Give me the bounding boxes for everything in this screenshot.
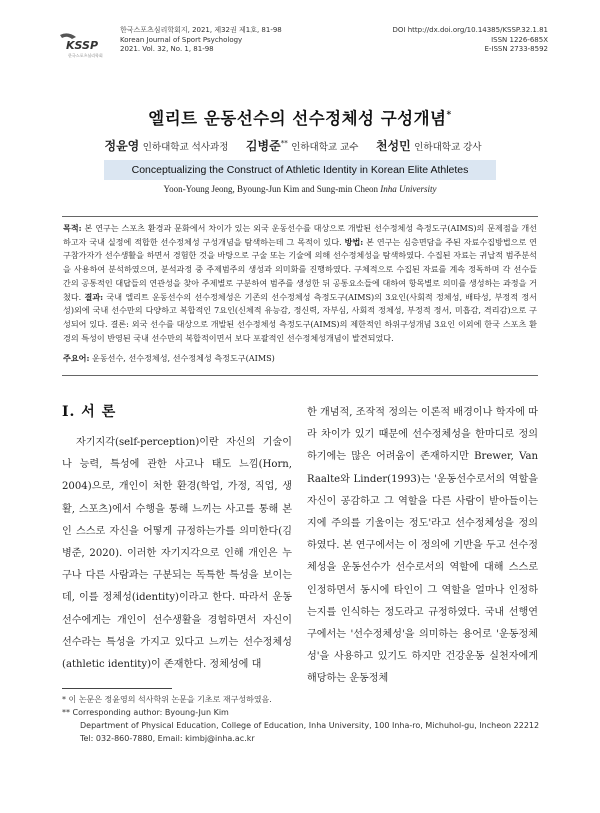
author-2-mark: ** xyxy=(280,139,288,148)
abstract-purpose: 본 연구는 스포츠 환경과 문화에서 차이가 있는 외국 운동선수를 대상으로 개발된 선수정체성 측정도구(AIMS)의 문제점을 개선하고자 국내 실정에 적합한 선수정체성 구성개념을 탐색하는데 그 목적이 있다. xyxy=(63,223,537,247)
doi[interactable]: DOI http://dx.doi.org/10.14385/KSSP.32.1.81 xyxy=(392,26,548,34)
author-2-name: 김병준 xyxy=(245,139,281,153)
abstract-purpose-label: 목적: xyxy=(63,223,82,233)
body-column-right xyxy=(307,402,538,691)
author-3-affiliation: 인하대학교 강사 xyxy=(414,142,482,153)
journal-name-en: Korean Journal of Sport Psychology xyxy=(120,35,243,44)
paper-title-en: Conceptualizing the Construct of Athletic Identity in Korean Elite Athletes xyxy=(104,160,496,180)
journal-identifiers xyxy=(393,26,549,55)
eissn: E-ISSN 2733-8592 xyxy=(484,45,548,53)
authors-en xyxy=(0,184,600,194)
author-1-name: 정윤영 xyxy=(104,139,140,153)
footnote-2: ** Corresponding author: Byoung-Jun Kim xyxy=(62,708,229,717)
abstract-method-label: 방법: xyxy=(344,236,364,247)
logo-text: KSSP xyxy=(66,39,99,52)
abstract-conclusion: 외국 선수를 대상으로 개발된 선수정체성 측정도구(AIMS)의 제한적인 하위구성개념 3요인 이외에 한국 스포츠 환경의 특성이 반영된 국내 선수만의 복합적이면서 보다 포괄적인 선수정체성개념이 발견되었다. xyxy=(63,318,538,343)
footnote-address: Department of Physical Education, College of Education, Inha University, 100 Inha-ro, Michuhol-gu, Incheon 22212 xyxy=(80,721,540,730)
journal-name-ko: 한국스포츠심리학회지, 2021, 제32권 제1호, 81-98 xyxy=(120,26,282,34)
author-3-name: 천성민 xyxy=(375,139,411,153)
body-paragraph-continued: 한 개념적, 조작적 정의는 이론적 배경이나 학자에 따라 차이가 있기 때문에 선수정체성을 한마디로 정의하기에는 많은 어려움이 존재하지만 Brewer, Van Raalte와 Linder(1993)는 '운동선수로서의 역할을 자신이 공감하고 그 역할을 다른 사람이 받아들이는지에 주의를 기울이는 정도'라고 선수정체성을 정의하였다. 본 연구에서는 이 정의에 기반을 두고 선수정체성을 운동선수가 선수로서의 역할에 대해 스스로 인정하면서 동시에 타인이 그 역할을 얼마나 인정하는지를 인식하는 정도라고 규정하였다. 국내 선행연구에서는 '선수정체성'을 의미하는 용어로 '운동정체성'을 사용하고 있기도 하지만 건강운동 실천자에게 해당하는 운동정체 xyxy=(307,407,538,685)
logo-subtext: 한국스포츠심리학회 xyxy=(68,53,103,58)
body-paragraph: 자기지각(self-perception)이란 자신의 기술이나 능력, 특성에 관한 사고나 태도 느낌(Horn, 2004)으로, 개인이 처한 환경(학업, 가정, 직업, 생활, 스포츠)에서 수행을 통해 느끼는 사고를 통해 본인 스스로 자신을 어떻게 규정하는가를 의미한다(김병준, 2020). 이러한 자기지각으로 인해 개인은 누구나 다른 사람과는 구분되는 독특한 특성을 보이는데, 이를 정체성(identity)이라고 한다. 따라서 운동선수에게는 개인이 선수생활을 경험하면서 자신이 선수라는 특성을 가지고 있다고 느끼는 선수정체성(athletic identity)이 존재한다. 정체성에 대 xyxy=(62,437,292,671)
author-2-affiliation: 인하대학교 교수 xyxy=(291,142,359,153)
footnote-1: * 이 논문은 정윤영의 석사학위 논문을 기초로 재구성하였음. xyxy=(62,695,272,704)
body-column-left xyxy=(62,432,292,676)
journal-citation xyxy=(120,26,282,55)
abstract-conclusion-label: 결론: xyxy=(110,318,129,329)
footnote-contact[interactable]: Tel: 032-860-7880, Email: kimbj@inha.ac.kr xyxy=(80,734,255,743)
title-text: 엘리트 운동선수의 선수정체성 구성개념 xyxy=(148,109,447,128)
author-1-affiliation: 인하대학교 석사과정 xyxy=(142,142,229,153)
kssp-logo xyxy=(58,29,106,59)
authors-en-affiliation: Inha University xyxy=(380,184,437,194)
abstract xyxy=(63,222,537,345)
journal-header xyxy=(60,26,548,60)
issn: ISSN 1226-685X xyxy=(491,35,548,44)
authors-en-names: Yoon-Young Jeong, Byoung-Jun Kim and Sung-min Cheon xyxy=(163,184,378,194)
abstract-result-label: 결과: xyxy=(84,291,104,302)
keywords xyxy=(63,353,275,364)
keywords-label: 주요어: xyxy=(63,353,90,363)
paper-title-ko xyxy=(0,105,600,129)
footnote-divider xyxy=(62,688,172,689)
keywords-text: 운동선수, 선수정체성, 선수정체성 측정도구(AIMS) xyxy=(92,353,275,363)
journal-volume: 2021. Vol. 32, No. 1, 81-98 xyxy=(120,45,214,53)
title-footnote-mark: * xyxy=(446,110,452,121)
authors-ko xyxy=(0,137,600,154)
abstract-method: 본 연구는 심층면담을 주된 자료수집방법으로 연구참가자가 선수생활을 하면서 경험한 것을 바탕으로 구술 또는 기술에 의해 선수정체성을 탐색하였다. 수집된 자료는 귀납적 범주분석을 사용하여 분석하였으며, 분석과정 중 주제범주의 생성과 의미화를 진행하였다. 구체적으로 수집된 자료를 계속 정독하며 각 선수들 간의 공통적인 대답들의 연관성을 찾아 주제별로 구분하여 범주를 생성한 뒤 공통요소들에 대하여 항목별로 의미를 생성하는 과정을 거쳤다. xyxy=(63,236,537,302)
abstract-result: 국내 엘리트 운동선수의 선수정체성은 기존의 선수정체성 측정도구(AIMS)의 3요인(사회적 정체성, 배타성, 부정적 정서성)외에 국내 선수만의 다양하고 복합적인 7요인(신체적 유능감, 정신력, 자부심, 사회적 정체성, 부정적 정서, 미흡감, 격리감)으로 구성되어 있다. xyxy=(63,291,537,329)
section-title: Ⅰ. 서 론 xyxy=(62,404,117,420)
